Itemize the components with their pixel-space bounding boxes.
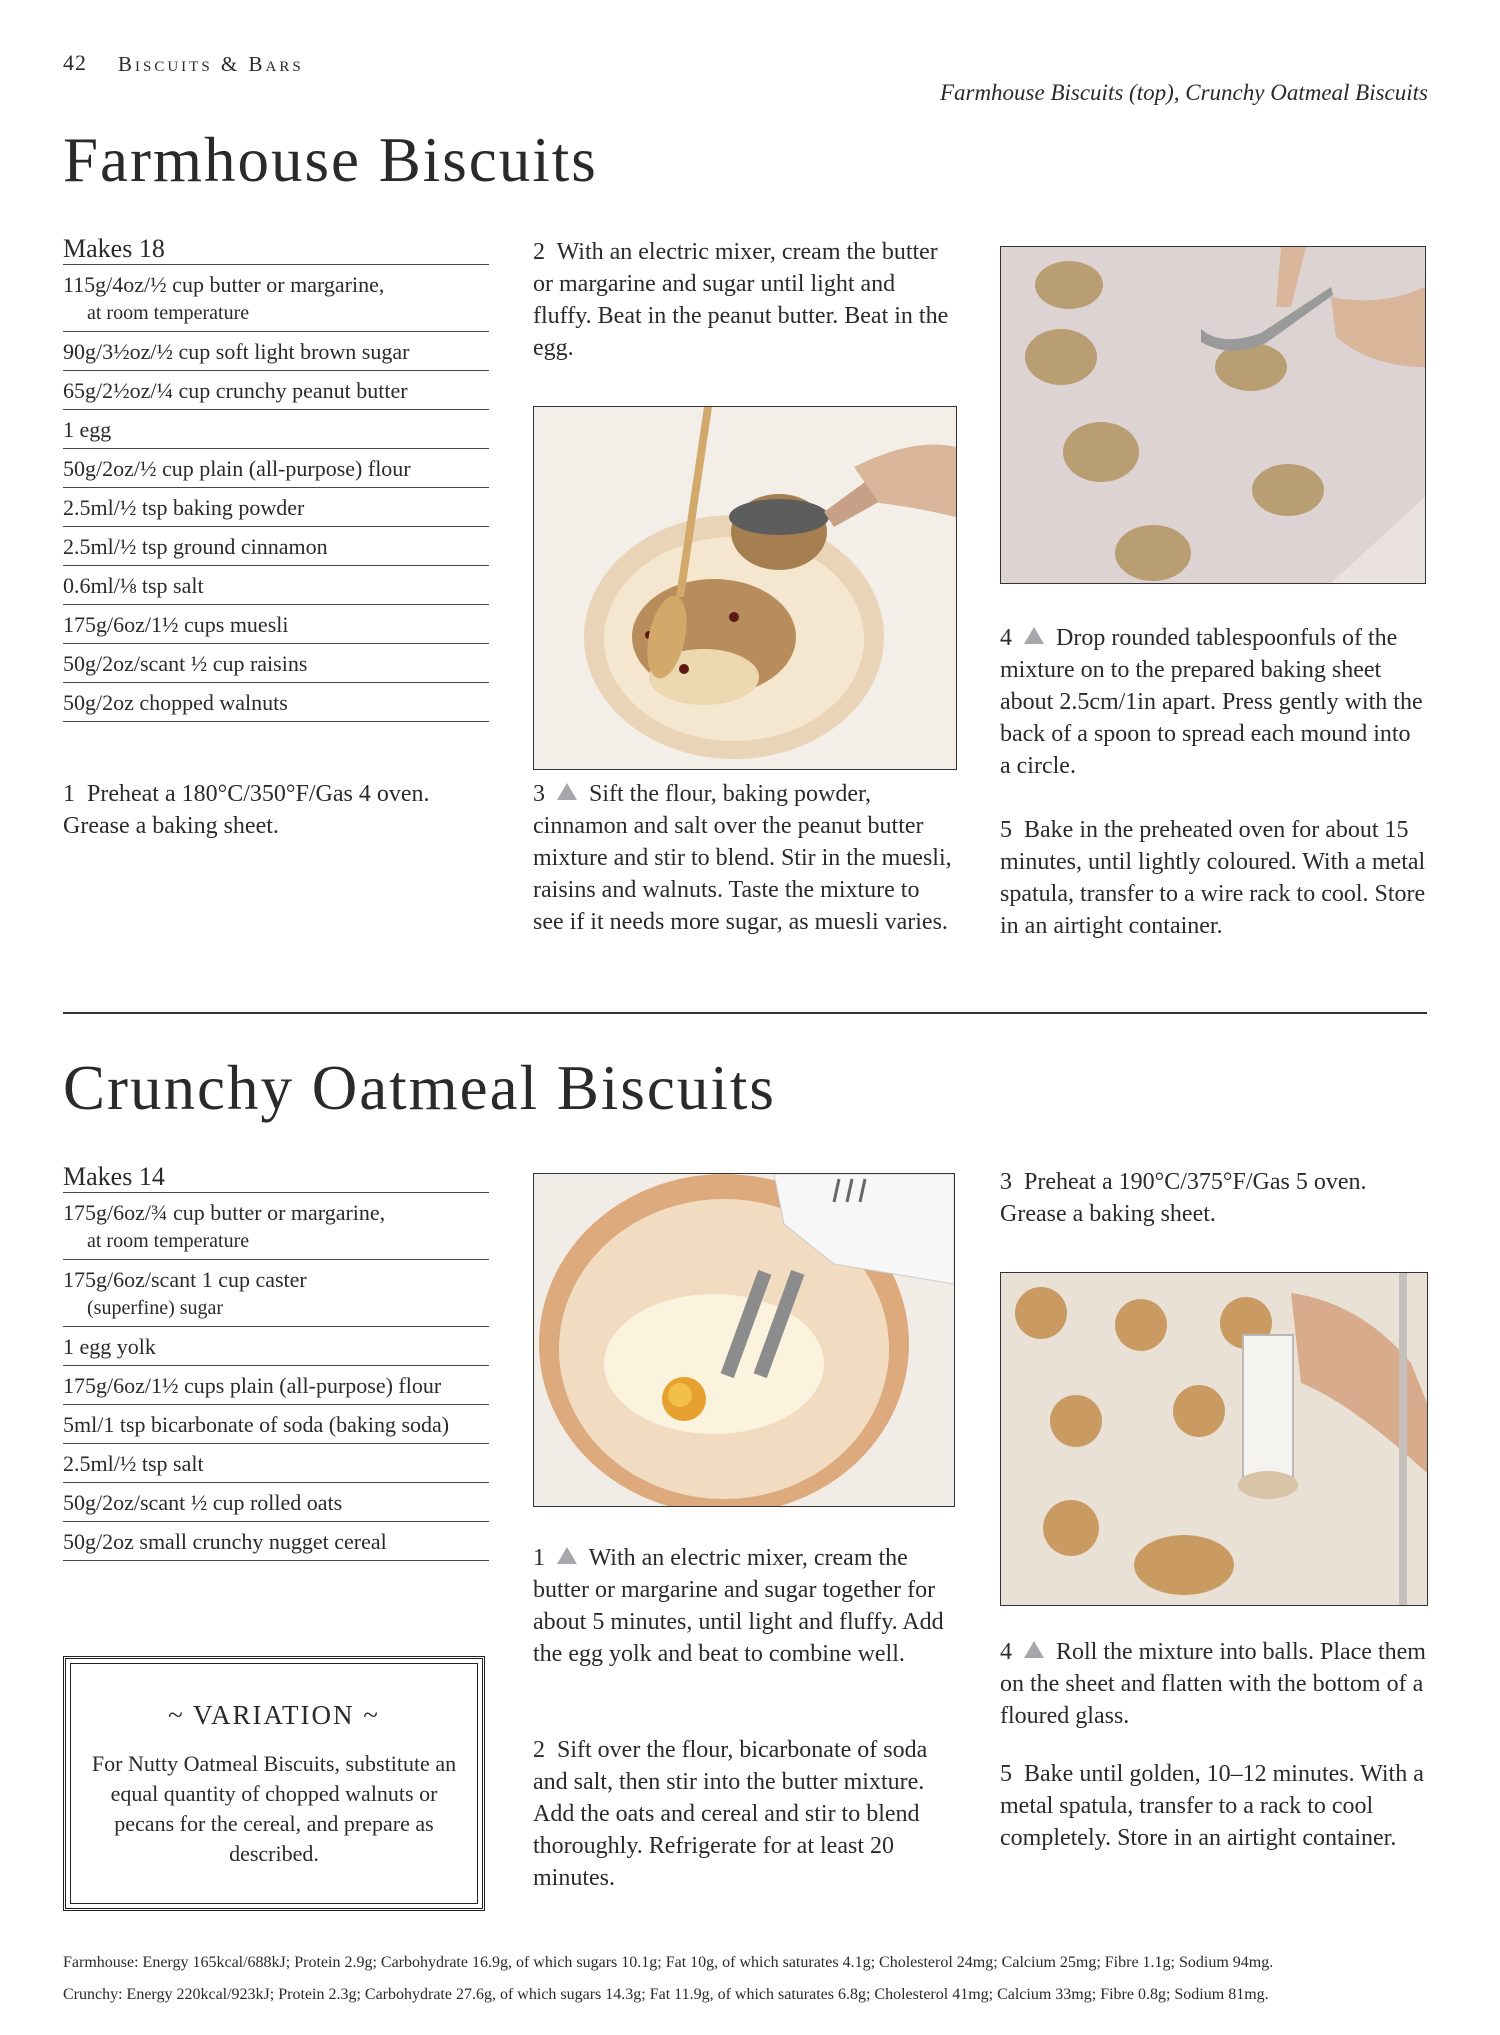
chapter-title: Biscuits & Bars xyxy=(118,52,304,76)
recipe-title: Crunchy Oatmeal Biscuits xyxy=(63,1053,776,1123)
ingredient-item: 50g/2oz chopped walnuts xyxy=(63,683,489,722)
step-text: Bake until golden, 10–12 minutes. With a metal spatula, transfer to a rack to cool completely. Store in an airtight container. xyxy=(1000,1761,1424,1851)
ingredient-item: 90g/3½oz/½ cup soft light brown sugar xyxy=(63,332,489,371)
variation-box xyxy=(63,1656,485,1911)
ingredient-item: 2.5ml/½ tsp salt xyxy=(63,1444,489,1483)
photo-step-triangle-icon xyxy=(1024,1641,1044,1658)
nutrition-farmhouse: Farmhouse: Energy 165kcal/688kJ; Protein 2.9g; Carbohydrate 16.9g, of which sugars 10.1g; Fat 10g, of which saturates 4.1g; Cholesterol 24mg; Calcium 25mg; Fibre 1.1g; Sodium 94mg. xyxy=(63,1954,1274,1971)
page-number: 42 xyxy=(63,50,87,75)
ingredient-item: 0.6ml/⅛ tsp salt xyxy=(63,566,489,605)
variation-title: ~ VARIATION ~ xyxy=(168,1700,380,1730)
photo-caption: Farmhouse Biscuits (top), Crunchy Oatmeal Biscuits xyxy=(939,80,1428,105)
ingredient-item: 1 egg xyxy=(63,410,489,449)
step-text: Drop rounded tablespoonfuls of the mixture on to the prepared baking sheet about 2.5cm/1in apart. Press gently with the back of a spoon to spread each mound into a circle. xyxy=(1000,625,1423,779)
photo-step-triangle-icon xyxy=(557,1547,577,1564)
variation-text: For Nutty Oatmeal Biscuits, substitute an equal quantity of chopped walnuts or pecans for the cereal, and prepare as described. xyxy=(91,1751,457,1866)
step-number: 5 xyxy=(1000,817,1012,843)
photo-step-triangle-icon xyxy=(1024,627,1044,644)
ingredient-list xyxy=(63,1192,489,1561)
ingredient-item: 65g/2½oz/¼ cup crunchy peanut butter xyxy=(63,371,489,410)
ingredient-item: 175g/6oz/1½ cups plain (all-purpose) flour xyxy=(63,1366,489,1405)
step-text: Sift over the flour, bicarbonate of soda and salt, then stir into the butter mixture. Add the oats and cereal and stir to blend thoroughly. Refrigerate for at least 20 minutes. xyxy=(533,1737,928,1891)
photo-step-triangle-icon xyxy=(557,783,577,800)
recipe-step xyxy=(1000,814,1426,942)
ingredient-item: 5ml/1 tsp bicarbonate of soda (baking soda) xyxy=(63,1405,489,1444)
step-text: Roll the mixture into balls. Place them on the sheet and flatten with the bottom of a floured glass. xyxy=(1000,1639,1426,1729)
ingredient-item: 50g/2oz/scant ½ cup rolled oats xyxy=(63,1483,489,1522)
step-number: 3 xyxy=(533,781,545,807)
mixer-bowl-photo xyxy=(533,1173,955,1507)
step-number: 4 xyxy=(1000,625,1012,651)
recipe-step xyxy=(1000,622,1426,782)
step-number: 4 xyxy=(1000,1639,1012,1665)
step-text: Bake in the preheated oven for about 15 minutes, until lightly coloured. With a metal spatula, transfer to a wire rack to cool. Store in an airtight container. xyxy=(1000,817,1426,939)
recipe-step xyxy=(1000,1166,1426,1230)
baking-sheet-photo xyxy=(1000,246,1426,584)
recipe-step xyxy=(533,778,953,938)
recipe-step xyxy=(1000,1636,1426,1732)
step-number: 1 xyxy=(533,1545,545,1571)
ingredient-item: 50g/2oz/½ cup plain (all-purpose) flour xyxy=(63,449,489,488)
step-text: Preheat a 180°C/350°F/Gas 4 oven. Grease a baking sheet. xyxy=(63,781,430,839)
step-text: With an electric mixer, cream the butter or margarine and sugar together for about 5 minutes, until light and fluffy. Add the egg yolk and beat to combine well. xyxy=(533,1545,944,1667)
section-divider xyxy=(63,1012,1427,1014)
step-number: 3 xyxy=(1000,1169,1012,1195)
ingredient-item: 175g/6oz/1½ cups muesli xyxy=(63,605,489,644)
ingredient-panel xyxy=(63,1162,489,1561)
ingredient-item: 175g/6oz/¾ cup butter or margarine, at room temperature xyxy=(63,1193,489,1260)
step-number: 1 xyxy=(63,781,75,807)
recipe-step xyxy=(533,236,953,364)
ingredient-item: 2.5ml/½ tsp baking powder xyxy=(63,488,489,527)
recipe-step xyxy=(533,1542,953,1670)
flatten-balls-photo xyxy=(1000,1272,1428,1606)
step-text: Preheat a 190°C/375°F/Gas 5 oven. Grease a baking sheet. xyxy=(1000,1169,1367,1227)
ingredient-panel xyxy=(63,234,489,722)
yield-label: Makes 14 xyxy=(63,1162,165,1191)
ingredient-item: 115g/4oz/½ cup butter or margarine, at room temperature xyxy=(63,265,489,332)
ingredient-item: 50g/2oz small crunchy nugget cereal xyxy=(63,1522,489,1561)
recipe-step xyxy=(533,1734,953,1894)
ingredient-list xyxy=(63,264,489,722)
yield-label: Makes 18 xyxy=(63,234,165,263)
step-text: Sift the flour, baking powder, cinnamon and salt over the peanut butter mixture and stir to blend. Stir in the muesli, raisins and walnuts. Taste the mixture to see if it needs more sugar, as muesli varies. xyxy=(533,781,952,935)
step-text: With an electric mixer, cream the butter or margarine and sugar until light and fluffy. Beat in the peanut butter. Beat in the egg. xyxy=(533,239,949,361)
step-number: 2 xyxy=(533,239,545,265)
mixing-bowl-photo xyxy=(533,406,957,770)
step-number: 5 xyxy=(1000,1761,1012,1787)
ingredient-item: 2.5ml/½ tsp ground cinnamon xyxy=(63,527,489,566)
recipe-step xyxy=(63,778,493,842)
nutrition-crunchy: Crunchy: Energy 220kcal/923kJ; Protein 2.3g; Carbohydrate 27.6g, of which sugars 14.3g; Fat 11.9g, of which saturates 6.8g; Cholesterol 41mg; Calcium 33mg; Fibre 0.8g; Sodium 81mg. xyxy=(63,1986,1269,2003)
recipe-step xyxy=(1000,1758,1426,1854)
ingredient-item: 175g/6oz/scant 1 cup caster (superfine) sugar xyxy=(63,1260,489,1327)
recipe-title: Farmhouse Biscuits xyxy=(63,125,598,195)
step-number: 2 xyxy=(533,1737,545,1763)
ingredient-item: 1 egg yolk xyxy=(63,1327,489,1366)
ingredient-item: 50g/2oz/scant ½ cup raisins xyxy=(63,644,489,683)
